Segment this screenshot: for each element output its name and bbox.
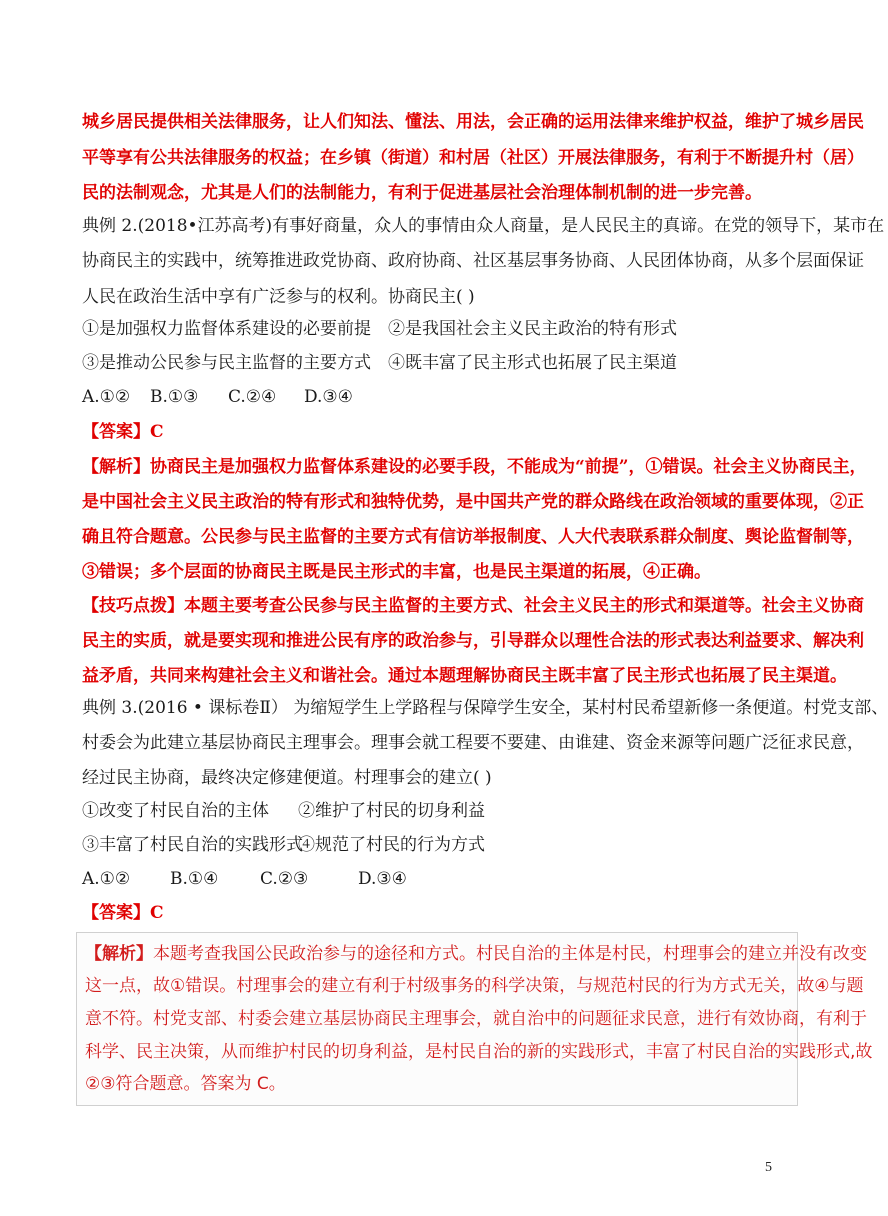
example3-stem-3: 经过民主协商，最终决定修建便道。村理事会的建立( ): [82, 768, 492, 788]
example2-analysis-4: ③错误；多个层面的协商民主既是民主形式的丰富，也是民主渠道的拓展，④正确。: [82, 562, 711, 582]
intro-line-3: 民的法制观念，尤其是人们的法制能力，有利于促进基层社会治理体制机制的进一步完善。: [82, 183, 762, 203]
example3-choice-d: D.③④: [358, 869, 407, 889]
example2-tips-3: 益矛盾，共同来构建社会主义和谐社会。通过本题理解协商民主既丰富了民主形式也拓展了民主渠道。: [82, 666, 847, 686]
answer-value: C: [150, 422, 164, 442]
example2-statement-2: ②是我国社会主义民主政治的特有形式: [388, 319, 677, 339]
intro-line-1: 城乡居民提供相关法律服务，让人们知法、懂法、用法，会正确的运用法律来维护权益，维护了城乡居民: [82, 112, 864, 132]
example3-answer: [82, 902, 164, 924]
analysis-text: 协商民主是加强权力监督体系建设的必要手段，不能成为“前提”，①错误。社会主义协商民主，: [150, 457, 867, 477]
analysis-text: 本题考查我国公民政治参与的途径和方式。村民自治的主体是村民，村理事会的建立并没有改变: [153, 944, 867, 964]
example2-stem-3: 人民在政治生活中享有广泛参与的权利。协商民主( ): [82, 287, 475, 307]
example2-choice-c: C.②④: [228, 387, 277, 407]
example3-statement-3: ③丰富了村民自治的实践形式: [82, 835, 303, 855]
example2-analysis-2: 是中国社会主义民主政治的特有形式和独特优势，是中国共产党的群众路线在政治领域的重要体现，②正: [82, 492, 864, 512]
example2-answer: [82, 421, 164, 443]
example3-stem-2: 村委会为此建立基层协商民主理事会。理事会就工程要不要建、由谁建、资金来源等问题广泛征求民意，: [82, 733, 864, 753]
tips-text: 本题主要考查公民参与民主监督的主要方式、社会主义民主的形式和渠道等。社会主义协商: [184, 596, 864, 616]
example3-analysis-1: [85, 943, 867, 965]
example2-tips-1: [82, 595, 864, 617]
example3-analysis-4: 科学、民主决策，从而维护村民的切身利益，是村民自治的新的实践形式，丰富了村民自治的实践形式,故: [85, 1042, 873, 1062]
example3-analysis-5: ②③符合题意。答案为 C。: [85, 1074, 286, 1094]
example2-stem-1: 典例 2.(2018•江苏高考)有事好商量，众人的事情由众人商量，是人民民主的真谛。在党的领导下，某市在: [82, 216, 885, 236]
example3-analysis-2: 这一点，故①错误。村理事会的建立有利于村级事务的科学决策，与规范村民的行为方式无关，故④与题: [85, 976, 864, 996]
example3-statement-4: ④规范了村民的行为方式: [298, 835, 485, 855]
analysis-tag: 【解析】: [82, 457, 150, 477]
page-number: 5: [765, 1160, 772, 1175]
analysis-tag: 【解析】: [85, 944, 153, 964]
example2-statement-4: ④既丰富了民主形式也拓展了民主渠道: [388, 353, 677, 373]
example3-statement-2: ②维护了村民的切身利益: [298, 801, 485, 821]
answer-tag: 【答案】: [82, 422, 150, 442]
example2-statement-3: ③是推动公民参与民主监督的主要方式: [82, 353, 371, 373]
example3-choice-a: A.①②: [82, 869, 131, 889]
example2-choice-d: D.③④: [304, 387, 353, 407]
example2-analysis-3: 确且符合题意。公民参与民主监督的主要方式有信访举报制度、人大代表联系群众制度、舆论监督制等，: [82, 527, 864, 547]
example3-analysis-3: 意不符。村党支部、村委会建立基层协商民主理事会，就自治中的问题征求民意，进行有效协商，有利于: [85, 1009, 867, 1029]
example2-tips-2: 民主的实质，就是要实现和推进公民有序的政治参与，引导群众以理性合法的形式表达利益要求、解决利: [82, 631, 864, 651]
example3-choice-b: B.①④: [170, 869, 219, 889]
example2-statement-1: ①是加强权力监督体系建设的必要前提: [82, 319, 371, 339]
example3-stem-1: 典例 3.(2016 • 课标卷Ⅱ） 为缩短学生上学路程与保障学生安全，某村村民希望新修一条便道。村党支部、: [82, 698, 888, 718]
example2-choice-a: A.①②: [82, 387, 131, 407]
example2-analysis-1: [82, 456, 867, 478]
example3-choice-c: C.②③: [260, 869, 309, 889]
example2-choice-b: B.①③: [150, 387, 199, 407]
tips-tag: 【技巧点拨】: [82, 596, 184, 616]
answer-value: C: [150, 903, 164, 923]
intro-line-2: 平等享有公共法律服务的权益；在乡镇（街道）和村居（社区）开展法律服务，有利于不断提升村（居）: [82, 148, 864, 168]
answer-tag: 【答案】: [82, 903, 150, 923]
example3-analysis-box: [76, 932, 873, 1106]
example2-stem-2: 协商民主的实践中，统筹推进政党协商、政府协商、社区基层事务协商、人民团体协商，从多个层面保证: [82, 251, 864, 271]
example3-statement-1: ①改变了村民自治的主体: [82, 801, 269, 821]
